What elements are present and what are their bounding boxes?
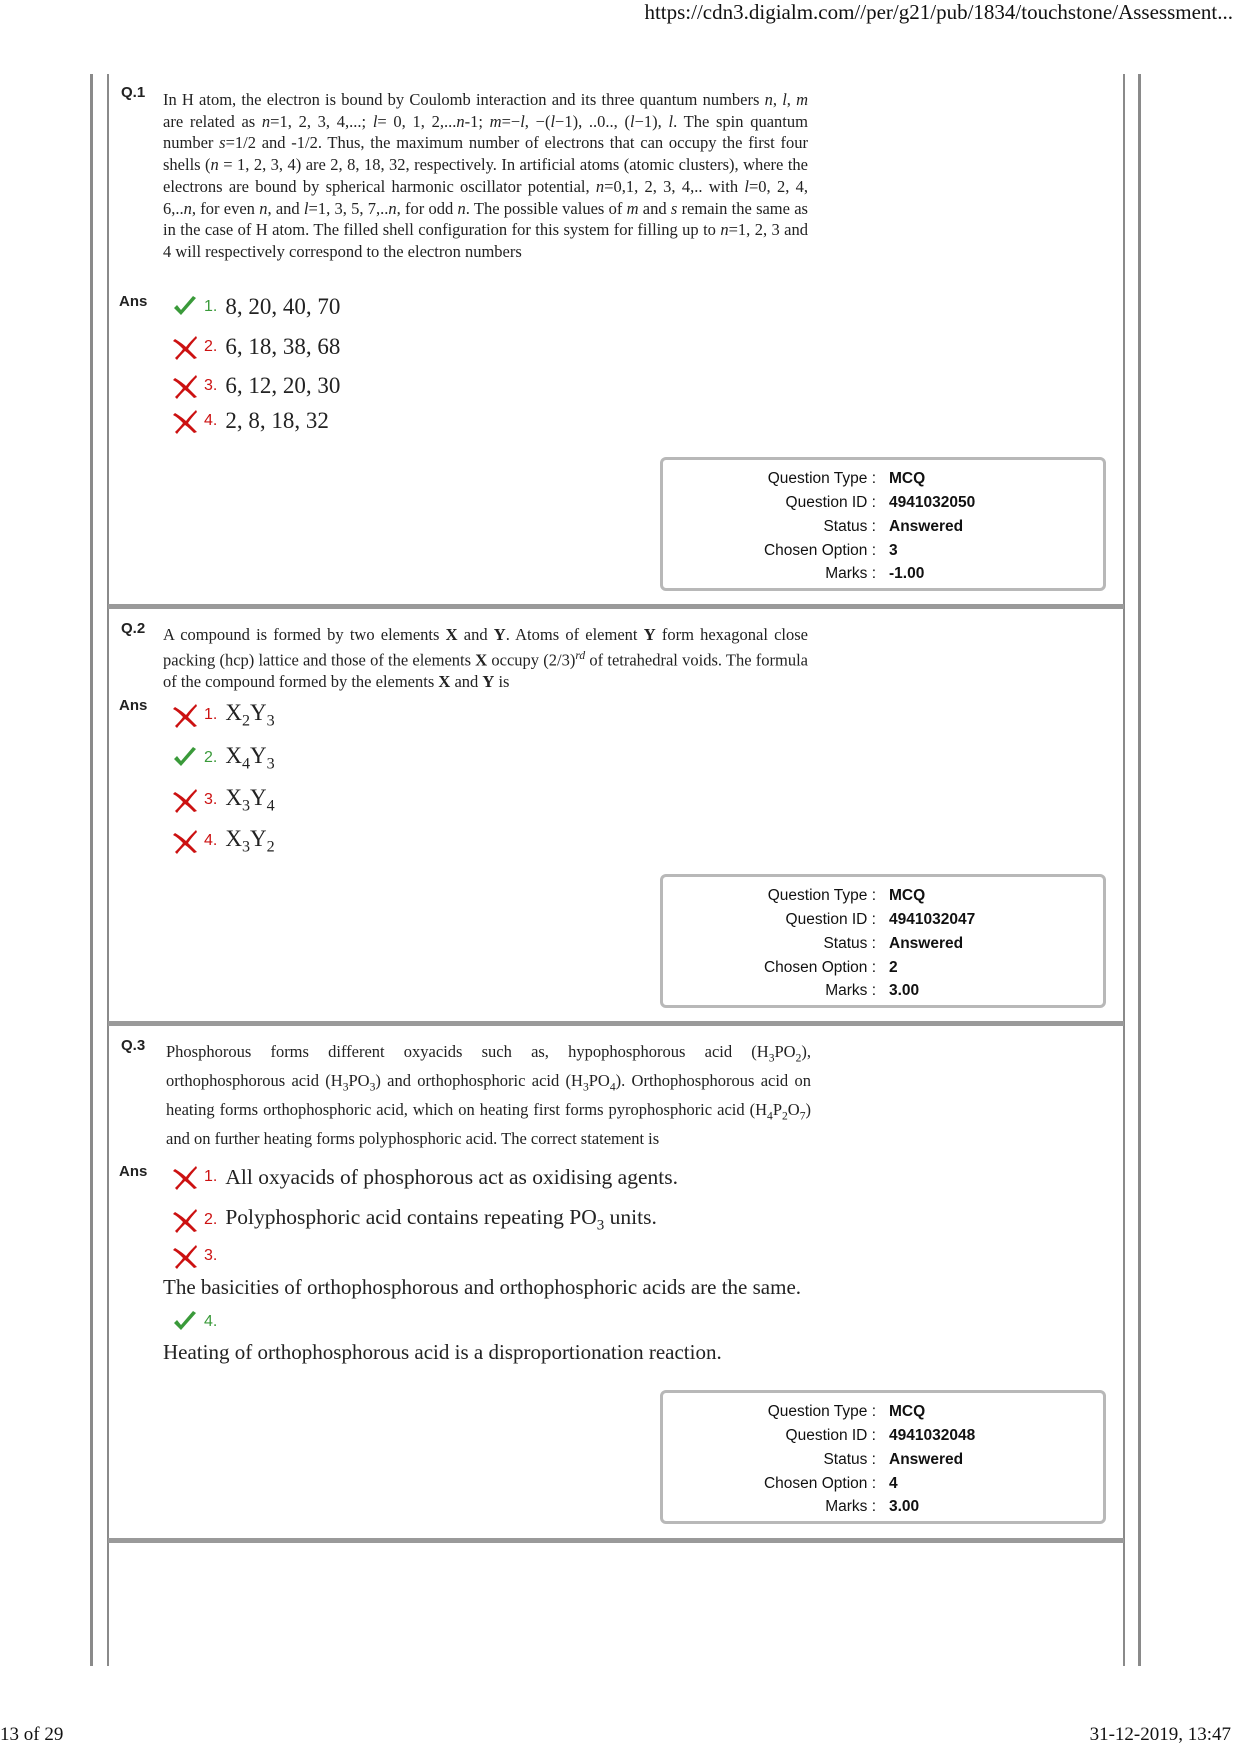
frame-right-inner	[1123, 74, 1125, 1666]
frame-left-inner	[107, 74, 109, 1666]
chosen-option-value: 3	[889, 542, 898, 559]
question-text: Phosphorous forms different oxyacids such as, hypophosphorous acid $(H_3PO_2)$, orthophosphorous acid $(H_3PO_3)$ and orthophosphoric acid $(H_3PO_4)$. Orthophosphorous acid on heating forms orthophosphoric acid, which on heating first forms pyrophosphoric acid $(H_4P_2O_7)$ and on further heating forms polyphosphoric acid. The correct statement is	[166, 1042, 811, 1148]
cross-icon	[172, 373, 198, 399]
question-id-value: 4941032050	[889, 494, 976, 511]
option-number: 1.	[204, 706, 218, 724]
marks-value: -1.00	[889, 565, 925, 582]
check-icon	[172, 1309, 198, 1335]
info-row	[663, 1451, 1103, 1475]
status-value: Answered	[889, 935, 964, 952]
option-row	[172, 334, 340, 360]
option-number: 2.	[204, 1210, 218, 1228]
option-text: $X_2Y_3$	[225, 700, 275, 730]
option-number: 4.	[204, 1313, 218, 1330]
option-text: $X_3Y_4$	[225, 785, 275, 815]
info-label: Question ID :	[785, 494, 876, 511]
info-row	[663, 982, 1103, 1006]
info-label: Marks :	[825, 982, 876, 999]
cross-icon	[172, 828, 198, 854]
info-row	[663, 1403, 1103, 1427]
option-number: 3.	[204, 791, 218, 809]
question-text: In H atom, the electron is bound by Coulomb interaction and its three quantum numbers n, l, m are related as n=1, 2, 3, 4,...; l= 0, 1, 2,...n-1; m=−l, −(l−1), ..0.., (l−1), l. The spin quantum number s=1/2 and -1/2. Thus, the maximum number of electrons that can occupy the first four shells (n = 1, 2, 3, 4) are 2, 8, 18, 32, respectively. In artificial atoms (atomic clusters), where the electrons are bound by spherical harmonic oscillator potential, n=0,1, 2, 3, 4,.. with l=0, 2, 4, 6,..n, for even n, and l=1, 3, 5, 7,..n, for odd n. The possible values of m and s remain the same as in the case of H atom. The filled shell configuration for this system for filling up to n=1, 2, 3 and 4 will respectively correspond to the electron numbers	[163, 90, 809, 261]
info-row	[663, 887, 1103, 911]
page-number: 13 of 29	[0, 1724, 64, 1745]
option-text: $X_4Y_3$	[225, 743, 275, 773]
info-label: Status :	[823, 935, 876, 952]
option-row	[172, 826, 275, 857]
info-label: Question ID :	[785, 1427, 876, 1444]
ans-label: Ans	[119, 1163, 148, 1180]
option-row	[172, 373, 340, 399]
question-info-box	[660, 874, 1106, 1008]
info-label: Chosen Option :	[763, 959, 876, 976]
cross-icon	[172, 408, 198, 434]
option-row	[172, 1243, 225, 1269]
question-id-value: 4941032048	[889, 1427, 976, 1444]
option-row	[172, 1164, 678, 1190]
question-separator	[108, 1021, 1124, 1026]
marks-value: 3.00	[889, 1498, 920, 1515]
info-row	[663, 542, 1103, 566]
info-row	[663, 1427, 1103, 1451]
ans-label: Ans	[119, 697, 148, 714]
option-text: The basicities of orthophosphorous and orthophosphoric acids are the same.	[163, 1275, 802, 1299]
question-info-box	[660, 1390, 1106, 1524]
option-row	[172, 743, 275, 774]
option-row	[172, 1309, 225, 1335]
chosen-option-value: 4	[889, 1475, 898, 1492]
frame-left-outer	[90, 74, 93, 1666]
chosen-option-value: 2	[889, 959, 898, 976]
info-label: Marks :	[825, 565, 876, 582]
check-icon	[172, 745, 198, 771]
info-label: Question Type :	[767, 470, 876, 487]
option-text: $X_3Y_2$	[225, 826, 275, 856]
ans-label: Ans	[119, 293, 148, 310]
question-separator	[108, 1538, 1124, 1543]
option-row	[172, 1205, 657, 1234]
info-label: Status :	[823, 518, 876, 535]
option-number: 1.	[204, 1168, 218, 1185]
question-number: Q.2	[121, 620, 146, 637]
option-number: 4.	[204, 832, 218, 850]
info-row	[663, 518, 1103, 542]
option-text: 6, 18, 38, 68	[225, 334, 341, 359]
question-info-box	[660, 457, 1106, 591]
info-label: Question Type :	[767, 1403, 876, 1420]
info-row	[663, 565, 1103, 589]
cross-icon	[172, 1243, 198, 1269]
option-row	[172, 408, 329, 434]
question-type-value: MCQ	[889, 470, 926, 487]
option-text: Polyphosphoric acid contains repeating $PO_3$ units.	[225, 1205, 657, 1234]
option-number: 4.	[204, 412, 218, 429]
info-label: Chosen Option :	[763, 1475, 876, 1492]
option-text: 8, 20, 40, 70	[225, 294, 341, 319]
option-number: 3.	[204, 377, 218, 394]
option-text: Heating of orthophosphorous acid is a disproportionation reaction.	[163, 1340, 722, 1364]
option-number: 1.	[204, 298, 218, 315]
status-value: Answered	[889, 518, 964, 535]
question-separator	[108, 604, 1124, 609]
check-icon	[172, 294, 198, 320]
info-row	[663, 959, 1103, 983]
cross-icon	[172, 334, 198, 360]
cross-icon	[172, 1164, 198, 1190]
info-row	[663, 911, 1103, 935]
info-row	[663, 1498, 1103, 1522]
question-type-value: MCQ	[889, 887, 926, 904]
option-row	[172, 785, 275, 816]
info-label: Status :	[823, 1451, 876, 1468]
status-value: Answered	[889, 1451, 964, 1468]
option-row	[172, 700, 275, 731]
question-type-value: MCQ	[889, 1403, 926, 1420]
frame-right-outer	[1138, 74, 1141, 1666]
option-number: 3.	[204, 1247, 218, 1264]
page-url: https://cdn3.digialm.com//per/g21/pub/1834/touchstone/Assessment...	[644, 0, 1233, 24]
info-row	[663, 470, 1103, 494]
question-number: Q.3	[121, 1037, 146, 1054]
info-row	[663, 494, 1103, 518]
cross-icon	[172, 702, 198, 728]
info-label: Question ID :	[785, 911, 876, 928]
option-text: All oxyacids of phosphorous act as oxidising agents.	[225, 1164, 678, 1189]
info-label: Chosen Option :	[763, 542, 876, 559]
info-label: Marks :	[825, 1498, 876, 1515]
option-number: 2.	[204, 749, 218, 767]
print-datetime: 31-12-2019, 13:47	[1089, 1724, 1231, 1745]
question-id-value: 4941032047	[889, 911, 976, 928]
option-text: 2, 8, 18, 32	[225, 408, 329, 433]
question-number: Q.1	[121, 84, 146, 101]
info-row	[663, 1475, 1103, 1499]
cross-icon	[172, 1207, 198, 1233]
info-row	[663, 935, 1103, 959]
option-number: 2.	[204, 338, 218, 355]
option-row	[172, 294, 340, 320]
marks-value: 3.00	[889, 982, 920, 999]
info-label: Question Type :	[767, 887, 876, 904]
cross-icon	[172, 787, 198, 813]
question-text: A compound is formed by two elements X and Y. Atoms of element Y form hexagonal close packing (hcp) lattice and those of the elements X occupy $(2/3)^{rd}$ of tetrahedral voids. The formula of the compound formed by the elements X and Y is	[163, 625, 809, 691]
option-text: 6, 12, 20, 30	[225, 373, 341, 398]
